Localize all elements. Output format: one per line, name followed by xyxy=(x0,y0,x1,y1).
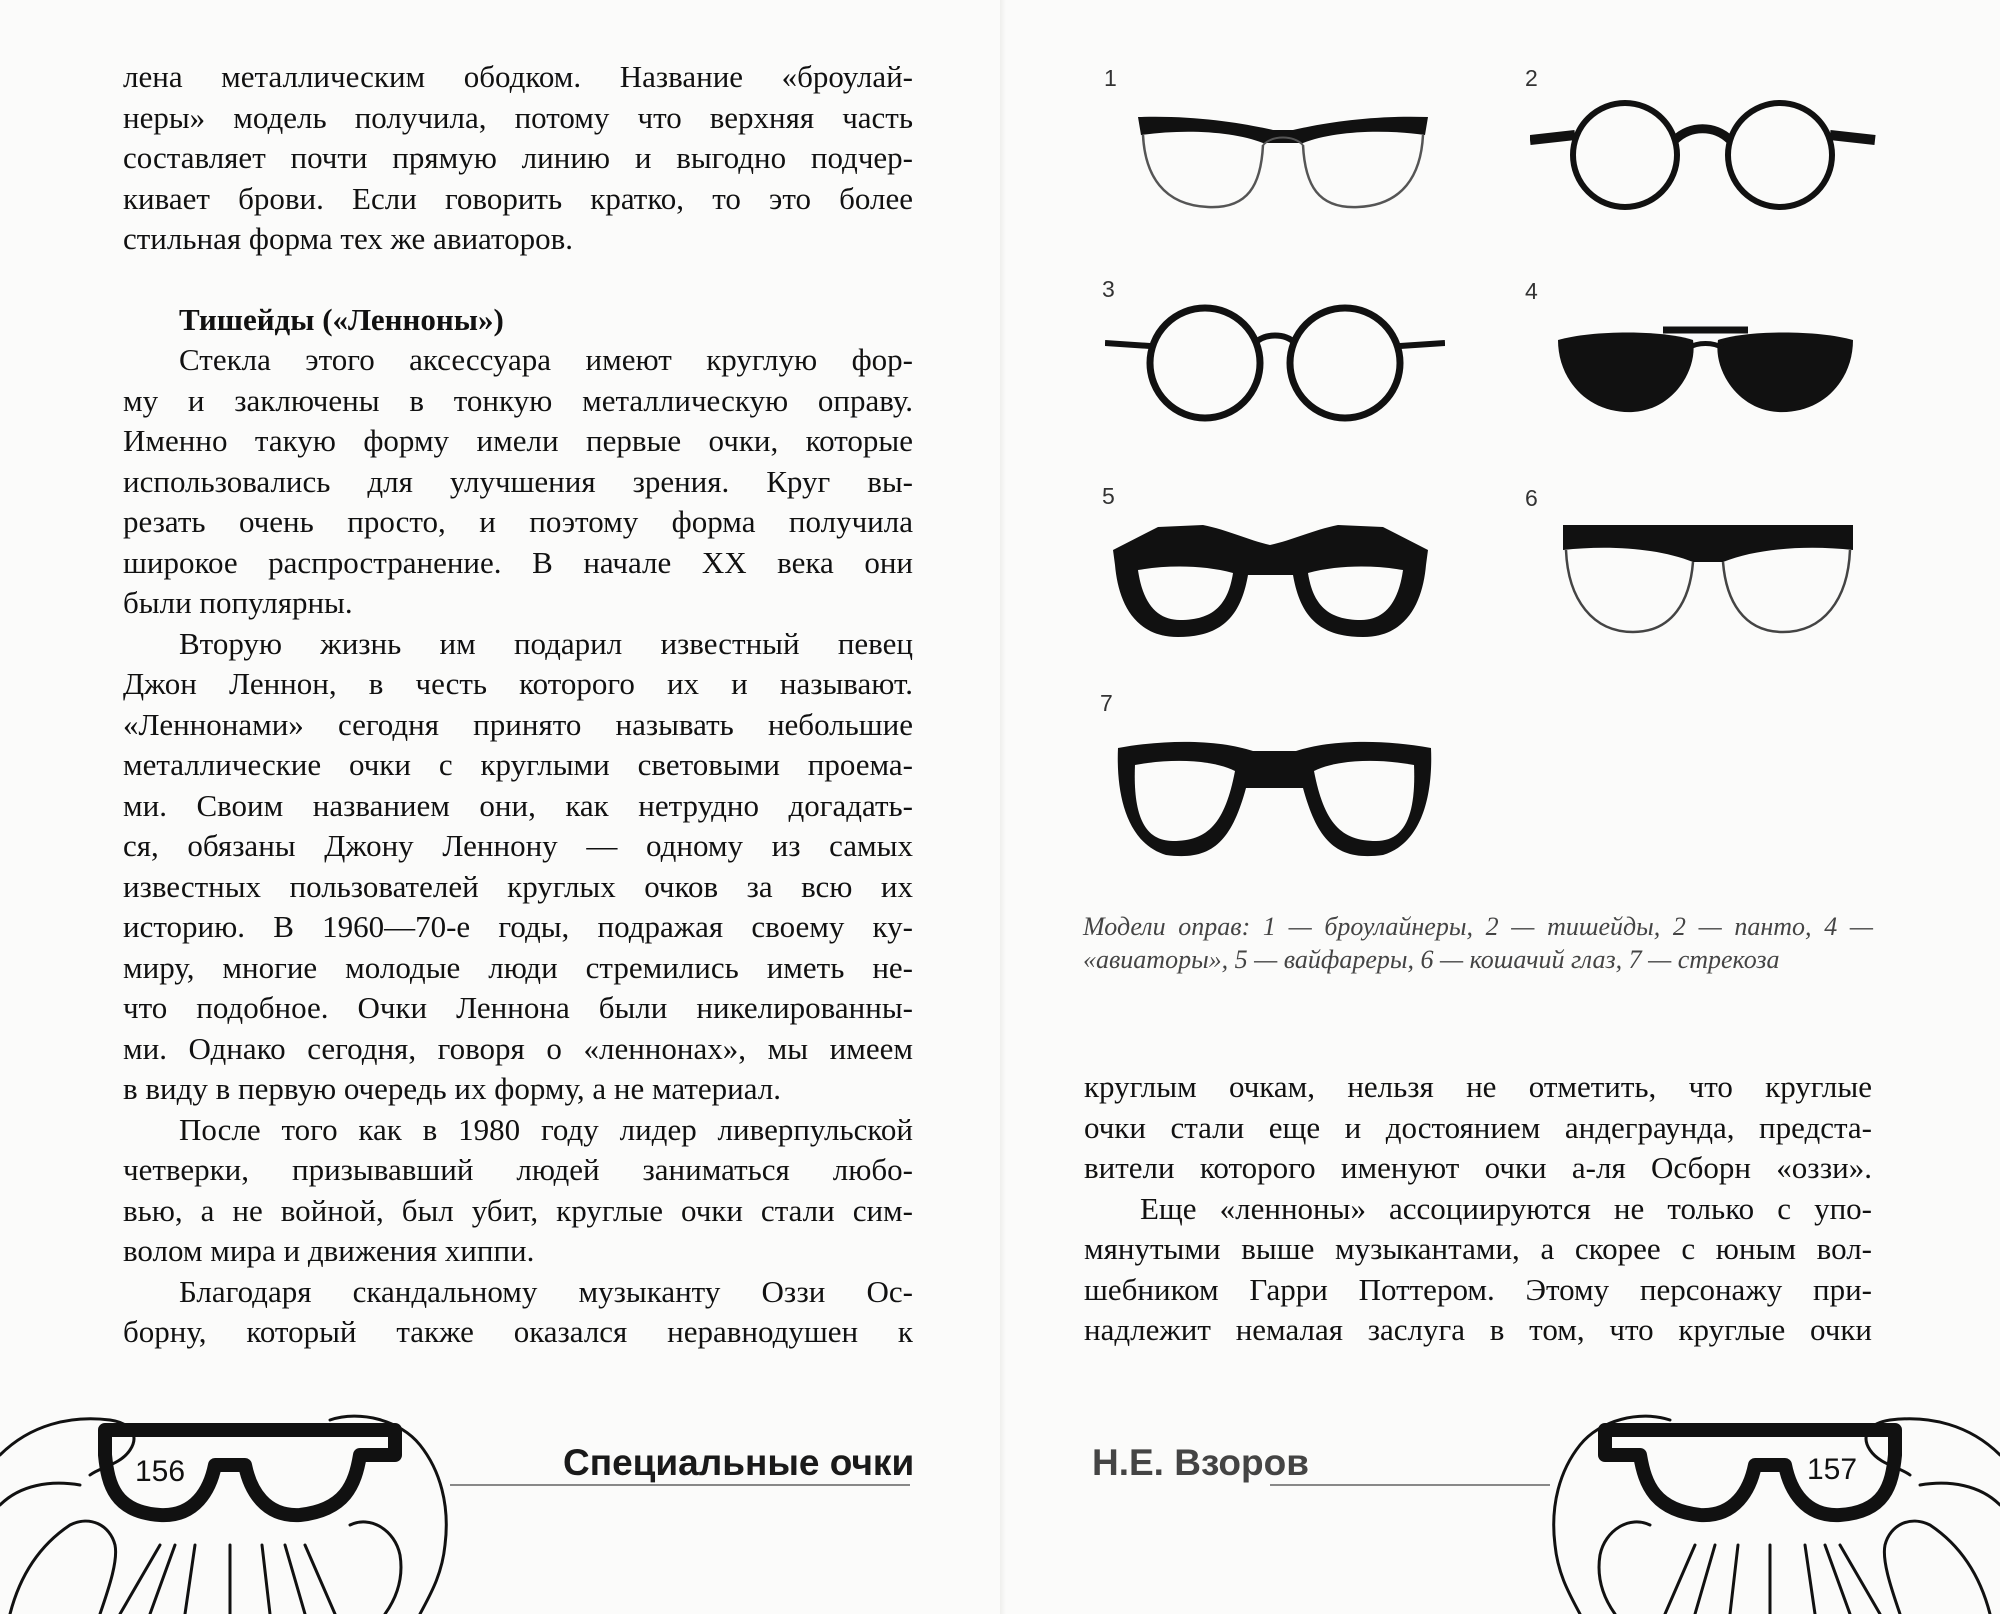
glasses-wayfarer-icon xyxy=(1108,515,1433,645)
text-line: историю. В 1960—70-е годы, подражая своему ку- xyxy=(123,909,913,944)
text-line: резать очень просто, и поэтому форма получила xyxy=(123,504,913,539)
text-line: ми. Своим названием они, как нетрудно догадать- xyxy=(123,787,913,823)
text-line: Именно такую форму имели первые очки, которые xyxy=(123,423,913,458)
text-line: волом мира и движения хиппи. xyxy=(123,1233,535,1268)
text-line: четверки, призывавший людей заниматься любо- xyxy=(123,1152,913,1187)
right-page xyxy=(1000,0,2000,1614)
text-line: му и заключены в тонкую металлическую оправу. xyxy=(123,382,913,418)
glasses-panto-icon xyxy=(1105,298,1445,428)
text-line: «Леннонами» сегодня принято называть небольшие xyxy=(123,706,913,742)
figure-number: 6 xyxy=(1525,485,1538,511)
text-line: кивает брови. Если говорить кратко, то это более xyxy=(123,180,913,216)
running-title: Н.Е. Взоров xyxy=(1092,1442,1309,1483)
text-line: борну, который также оказался неравнодушен к xyxy=(123,1314,913,1349)
text-line: мянутыми выше музыкантами, а скорее с юным вол- xyxy=(1084,1231,1872,1266)
figure-number: 1 xyxy=(1104,65,1117,91)
text-line: известных пользователей круглых очков за всю их xyxy=(123,868,913,904)
text-line: шебником Гарри Поттером. Этому персонажу при- xyxy=(1084,1271,1872,1307)
figure-number: 5 xyxy=(1102,483,1115,509)
text-line: стильная форма тех же авиаторов. xyxy=(123,221,574,256)
page-number: 157 xyxy=(1807,1453,1858,1486)
text-line: Джон Леннон, в честь которого их и называют. xyxy=(123,666,913,701)
text-line: Вторую жизнь им подарил известный певец xyxy=(179,625,913,661)
footer-rule xyxy=(450,1484,910,1486)
text-line: вители которого именуют очки а-ля Осборн «оззи». xyxy=(1084,1150,1872,1185)
text-line: надлежит немалая заслуга в том, что круглые очки xyxy=(1084,1312,1872,1347)
glasses-dragonfly-icon xyxy=(1113,733,1436,863)
right-page-body xyxy=(1084,1067,1872,1351)
text-line: миру, многие молодые люди стремились иметь не- xyxy=(123,949,913,985)
text-line: Благодаря скандальному музыканту Оззи Ос- xyxy=(179,1273,913,1309)
text-line: в виду в первую очередь их форму, а не материал. xyxy=(123,1071,782,1106)
glasses-aviator-icon xyxy=(1553,310,1858,420)
text-line: использовались для улучшения зрения. Круг вы- xyxy=(123,463,913,499)
text-line: что подобное. Очки Леннона были никелированны- xyxy=(123,990,913,1025)
text-line: вью, а не войной, был убит, круглые очки стали сим- xyxy=(123,1192,913,1228)
figure-number: 3 xyxy=(1102,276,1115,302)
hands-holding-glasses-icon xyxy=(0,1395,460,1614)
glasses-browline-icon xyxy=(1133,105,1433,215)
text-line: круглым очкам, нельзя не отметить, что круглые xyxy=(1084,1069,1872,1104)
text-line: лена металлическим ободком. Название «броулай- xyxy=(123,59,913,94)
figure-number: 2 xyxy=(1525,65,1538,91)
text-line: ми. Однако сегодня, говоря о «леннонах», мы имеем xyxy=(123,1030,913,1066)
running-title: Специальные очки xyxy=(563,1442,915,1483)
figure-caption: Модели оправ: 1 — броулайнеры, 2 — тишейды, 2 — панто, 4 — «авиаторы», 5 — вайфареры, 6 — кошачий глаз, 7 — стрекоза xyxy=(1083,912,1873,974)
page-number: 156 xyxy=(135,1455,186,1488)
left-page-body xyxy=(123,57,913,1353)
footer-rule xyxy=(1270,1484,1550,1486)
figure-number: 4 xyxy=(1525,278,1538,304)
text-line: были популярны. xyxy=(123,585,353,620)
glasses-cat-eye-icon xyxy=(1558,520,1858,640)
text-line: После того как в 1980 году лидер ливерпульской xyxy=(179,1111,913,1147)
text-line: составляет почти прямую линию и выгодно подчер- xyxy=(123,140,913,175)
section-heading: Тишейды («Ленноны») xyxy=(179,301,504,337)
text-line: очки стали еще и достоянием андеграунда, предста- xyxy=(1084,1109,1872,1145)
text-line: Стекла этого аксессуара имеют круглую фор- xyxy=(179,342,913,377)
text-line: широкое распространение. В начале XX века они xyxy=(123,544,913,580)
text-line: неры» модель получила, потому что верхняя часть xyxy=(123,99,913,135)
text-line: ся, обязаны Джону Леннону — одному из самых xyxy=(123,828,913,863)
glasses-round-icon xyxy=(1530,95,1880,215)
figure-number: 7 xyxy=(1100,690,1113,716)
text-line: металлические очки с круглыми световыми проема- xyxy=(123,747,913,782)
text-line: Еще «ленноны» ассоциируются не только с упо- xyxy=(1140,1190,1872,1226)
hands-holding-glasses-icon xyxy=(1540,1395,2000,1614)
